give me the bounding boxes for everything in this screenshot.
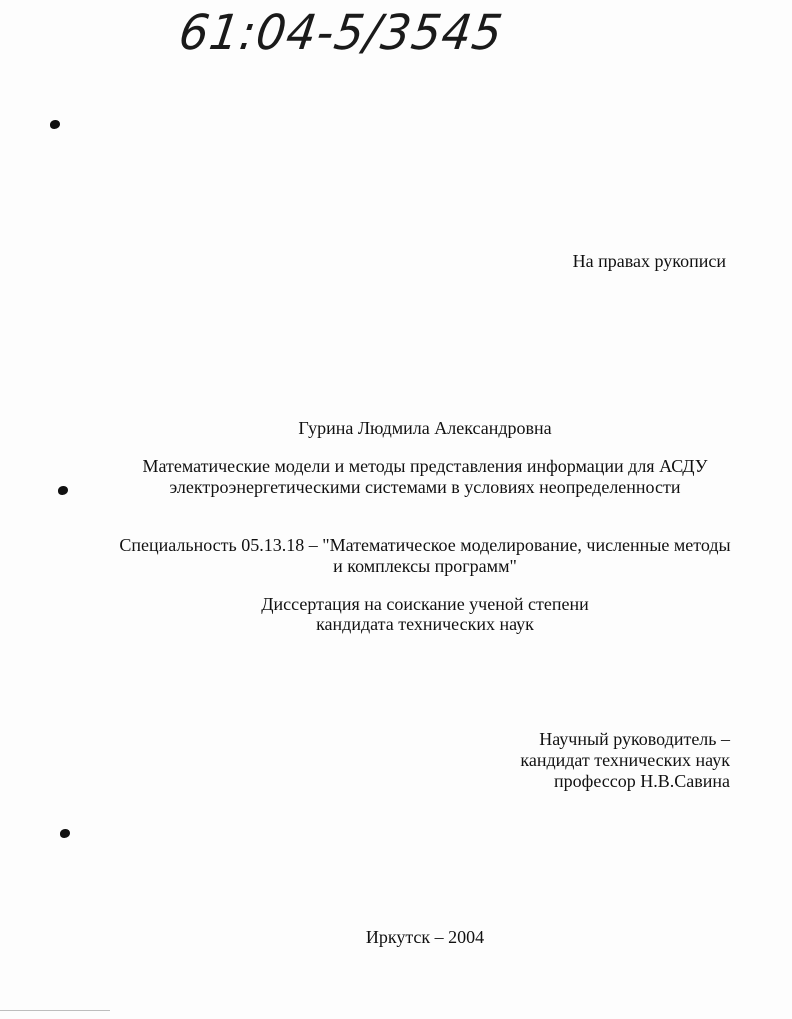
- punch-hole-mark: [50, 120, 60, 129]
- scan-edge-line: [0, 1010, 110, 1011]
- punch-hole-mark: [60, 829, 70, 838]
- archive-mark-handwritten: 61:04-5/3545: [175, 3, 507, 61]
- specialty-line-2: и комплексы программ": [333, 556, 517, 576]
- city-year: Иркутск – 2004: [365, 927, 485, 947]
- supervisor-line-2: кандидат технических наук: [520, 750, 730, 770]
- rights-note: На правах рукописи: [572, 251, 726, 271]
- supervisor-block: [520, 729, 730, 792]
- dissertation-title-line-2: электроэнергетическими системами в условиях неопределенности: [169, 477, 681, 497]
- degree-line-1: Диссертация на соискание ученой степени: [261, 594, 589, 614]
- supervisor-line-1: Научный руководитель –: [539, 729, 730, 749]
- specialty-line-1: Специальность 05.13.18 – "Математическое моделирование, численные методы: [119, 535, 731, 555]
- supervisor-line-3: профессор Н.В.Савина: [554, 771, 730, 791]
- author-name: Гурина Людмила Александровна: [298, 418, 552, 438]
- dissertation-title-line-1: Математические модели и методы представления информации для АСДУ: [142, 456, 708, 476]
- degree-line-2: кандидата технических наук: [316, 614, 534, 634]
